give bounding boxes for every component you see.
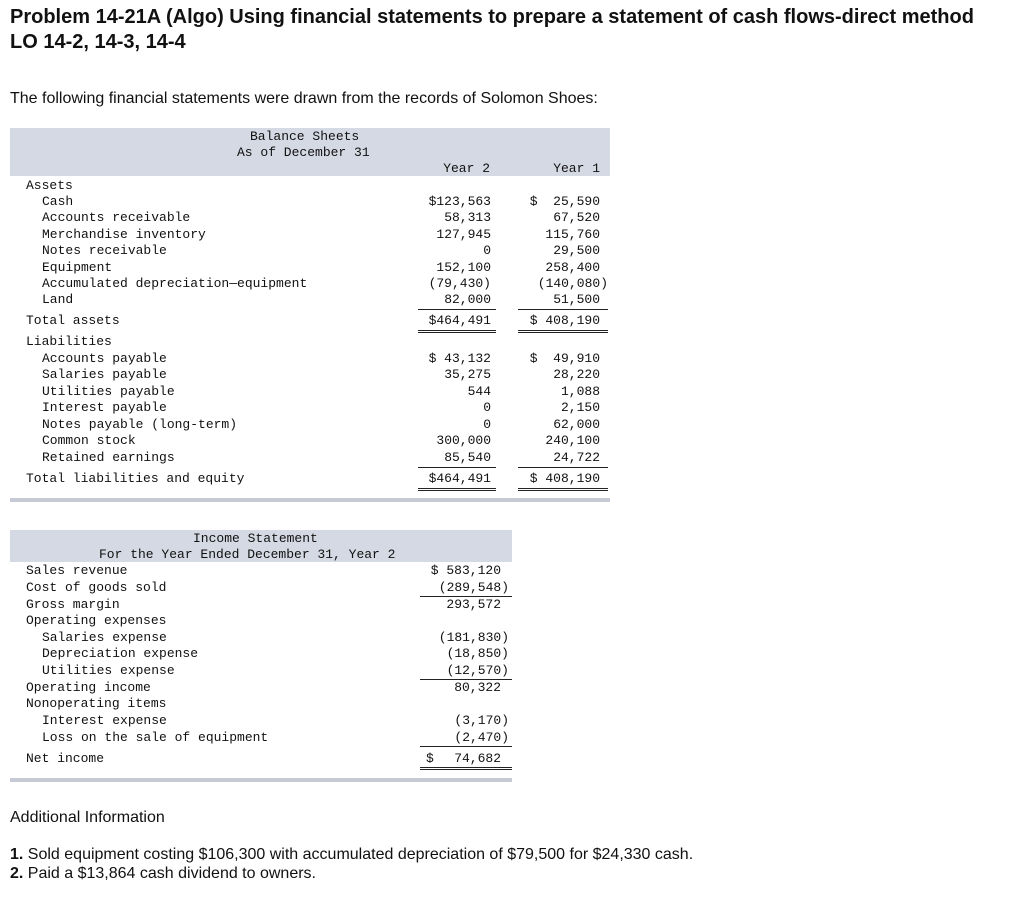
salaries-expense-value: (181,830) — [438, 630, 509, 645]
total-double-underline — [518, 330, 608, 331]
additional-information-heading: Additional Information — [10, 809, 165, 826]
row-value-year1: $ 25,590 — [529, 194, 600, 209]
subtotal-underline — [420, 746, 512, 747]
liabilities-header: Liabilities — [26, 334, 112, 349]
row-value-year1: 67,520 — [553, 210, 600, 225]
income-statement-bottom-rule — [10, 778, 512, 782]
operating-expenses-header: Operating expenses — [26, 613, 167, 628]
row-value-year1: 2,150 — [560, 400, 600, 415]
row-label: Land — [42, 292, 74, 307]
row-value-year2: 58,313 — [444, 210, 491, 225]
total-assets-year2: $464,491 — [428, 313, 491, 328]
row-value-year1: (140,080) — [537, 276, 608, 291]
row-label: Accumulated depreciation—equipment — [42, 276, 308, 291]
cogs-value: (289,548) — [438, 580, 509, 595]
operating-income-value: 80,322 — [454, 680, 501, 695]
depreciation-expense-value: (18,850) — [446, 646, 509, 661]
balance-sheet-title: Balance Sheets — [250, 129, 360, 144]
row-value-year1: $ 49,910 — [529, 351, 600, 366]
problem-title-line1: Problem 14-21A (Algo) Using financial statements to prepare a statement of cash flows-direct method — [10, 6, 974, 28]
loss-on-sale-label: Loss on the sale of equipment — [42, 730, 269, 745]
row-value-year1: 51,500 — [553, 292, 600, 307]
interest-expense-value: (3,170) — [454, 713, 509, 728]
gross-margin-label: Gross margin — [26, 597, 120, 612]
total-double-underline — [418, 332, 496, 333]
row-value-year1: 24,722 — [553, 450, 600, 465]
subtotal-underline — [418, 309, 496, 310]
net-income-dollar: $ — [426, 751, 434, 766]
problem-title-line2: LO 14-2, 14-3, 14-4 — [10, 31, 186, 53]
row-label: Accounts payable — [42, 351, 167, 366]
row-label: Notes payable (long-term) — [42, 417, 238, 432]
row-value-year2: 300,000 — [436, 433, 491, 448]
assets-header: Assets — [26, 178, 73, 193]
balance-sheet-subtitle: As of December 31 — [237, 145, 370, 160]
row-value-year2: $ 43,132 — [428, 351, 491, 366]
row-value-year1: 29,500 — [553, 243, 600, 258]
row-label: Notes receivable — [42, 243, 167, 258]
column-header-year2: Year 2 — [443, 161, 490, 176]
row-value-year2: 0 — [483, 417, 491, 432]
cogs-label: Cost of goods sold — [26, 580, 167, 595]
row-value-year2: 85,540 — [444, 450, 491, 465]
salaries-expense-label: Salaries expense — [42, 630, 167, 645]
row-value-year1: 62,000 — [553, 417, 600, 432]
row-label: Cash — [42, 194, 74, 209]
net-income-label: Net income — [26, 751, 105, 766]
total-liabilities-equity-label: Total liabilities and equity — [26, 471, 245, 486]
total-double-underline — [518, 490, 608, 491]
row-value-year1: 258,400 — [545, 260, 600, 275]
row-label: Utilities payable — [42, 384, 175, 399]
net-income-value: 74,682 — [454, 751, 501, 766]
additional-item-2-number: 2. — [10, 865, 24, 882]
intro-text: The following financial statements were drawn from the records of Solomon Shoes: — [10, 90, 598, 107]
row-label: Common stock — [42, 433, 136, 448]
additional-item-2-text: Paid a $13,864 cash dividend to owners. — [27, 865, 316, 882]
subtotal-underline — [518, 309, 608, 310]
total-double-underline — [418, 490, 496, 491]
row-value-year2: 35,275 — [444, 367, 491, 382]
row-value-year2: $123,563 — [428, 194, 491, 209]
row-value-year2: 544 — [467, 384, 491, 399]
row-label: Equipment — [42, 260, 113, 275]
sales-revenue-label: Sales revenue — [26, 563, 128, 578]
total-assets-year1: $ 408,190 — [529, 313, 600, 328]
total-assets-label: Total assets — [26, 313, 120, 328]
gross-margin-value: 293,572 — [446, 597, 501, 612]
total-double-underline — [418, 330, 496, 331]
row-label: Retained earnings — [42, 450, 175, 465]
utilities-expense-label: Utilities expense — [42, 663, 175, 678]
additional-item-1 — [10, 845, 693, 865]
row-value-year2: 0 — [483, 400, 491, 415]
row-label: Salaries payable — [42, 367, 167, 382]
subtotal-underline — [418, 467, 496, 468]
column-header-year1: Year 1 — [553, 161, 600, 176]
nonoperating-items-header: Nonoperating items — [26, 696, 167, 711]
depreciation-expense-label: Depreciation expense — [42, 646, 199, 661]
row-value-year1: 115,760 — [545, 227, 600, 242]
row-value-year2: 152,100 — [436, 260, 491, 275]
row-value-year1: 1,088 — [560, 384, 600, 399]
additional-item-1-text: Sold equipment costing $106,300 with accumulated depreciation of $79,500 for $24,330 cash. — [27, 846, 694, 863]
subtotal-underline — [518, 467, 608, 468]
total-double-underline — [518, 488, 608, 489]
row-label: Accounts receivable — [42, 210, 191, 225]
loss-on-sale-value: (2,470) — [454, 730, 509, 745]
balance-sheet-bottom-rule — [10, 498, 610, 502]
row-value-year2: 0 — [483, 243, 491, 258]
row-value-year1: 240,100 — [545, 433, 600, 448]
row-value-year1: 28,220 — [553, 367, 600, 382]
row-value-year2: (79,430) — [428, 276, 491, 291]
total-double-underline — [418, 488, 496, 489]
row-label: Merchandise inventory — [42, 227, 206, 242]
total-liabilities-equity-year1: $ 408,190 — [529, 471, 600, 486]
total-double-underline — [518, 332, 608, 333]
total-double-underline — [420, 769, 512, 770]
income-statement-title: Income Statement — [193, 531, 318, 546]
row-value-year2: 82,000 — [444, 292, 491, 307]
additional-item-2 — [10, 864, 316, 884]
row-label: Interest payable — [42, 400, 167, 415]
utilities-expense-value: (12,570) — [446, 663, 509, 678]
problem-title — [10, 5, 974, 55]
row-value-year2: 127,945 — [436, 227, 491, 242]
total-double-underline — [420, 767, 512, 768]
additional-item-1-number: 1. — [10, 846, 24, 863]
interest-expense-label: Interest expense — [42, 713, 167, 728]
income-statement-subtitle: For the Year Ended December 31, Year 2 — [99, 547, 396, 562]
sales-revenue-value: $ 583,120 — [430, 563, 501, 578]
total-liabilities-equity-year2: $464,491 — [428, 471, 491, 486]
operating-income-label: Operating income — [26, 680, 151, 695]
